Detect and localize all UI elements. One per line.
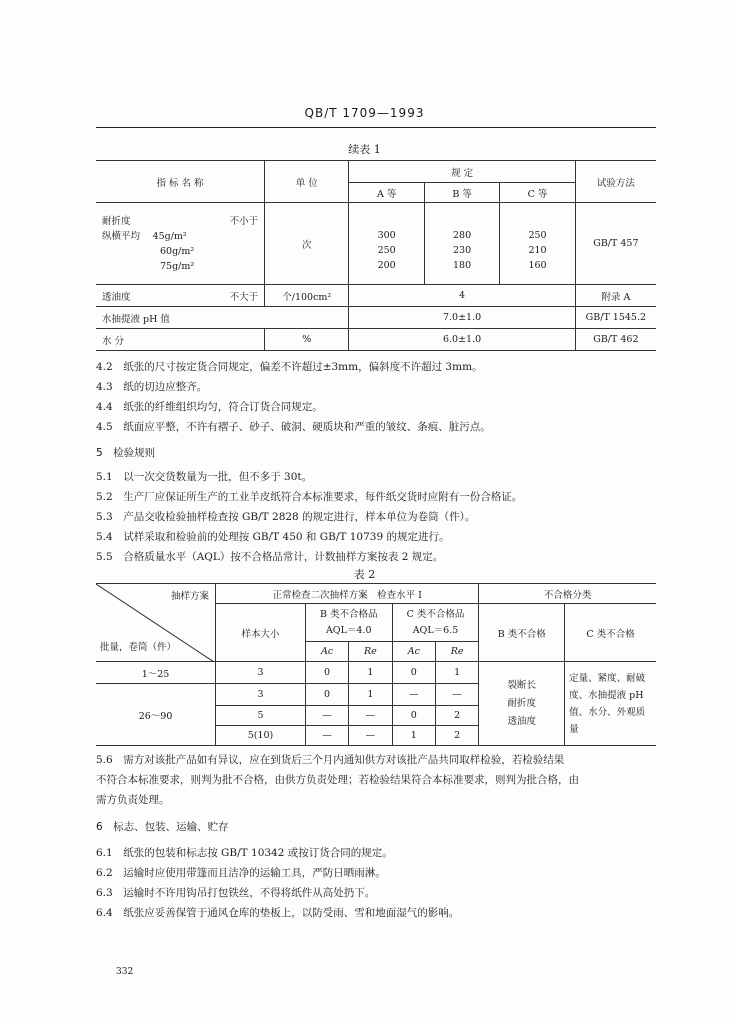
t2-c-items: 定量、紧度、耐破 度、水抽提液 pH 值、水分、外观质 量: [565, 662, 656, 746]
t2-header-nonconf: 不合格分类: [479, 584, 656, 604]
t2-header-cclass: C 类不合格: [565, 604, 656, 662]
table-row: 26～90 3 0 1 — —: [96, 684, 656, 706]
table2-caption: 表 2: [353, 568, 376, 581]
t1-header-method: 试验方法: [575, 161, 656, 203]
t1-ph-name: 水抽提液 pH 值: [96, 307, 349, 329]
t1-perm-unit: 个/100cm²: [265, 285, 349, 307]
table1-caption: 续表 1: [348, 143, 381, 156]
clause: 6.4 纸张应妥善保管于通风仓库的垫板上，以防受雨、雪和地面湿气的影响。: [96, 907, 460, 919]
t2-header-bnc: B 类不合格品 AQL＝4.0: [305, 604, 392, 642]
t1-header-a: A 等: [349, 183, 424, 203]
section-5-title: 5 检验规则: [96, 447, 156, 459]
t2-batch-1: 1～25: [96, 662, 216, 684]
clause: 6.1 纸张的包装和标志按 GB/T 10342 或按订货合同的规定。: [96, 847, 393, 859]
t2-header-sample: 样本大小: [216, 604, 306, 662]
clause: 4.4 纸张的纤维组织均匀，符合订货合同规定。: [96, 401, 323, 413]
t1-moist-name: 水 分: [96, 329, 265, 351]
t2-header-b-re: Re: [349, 642, 392, 662]
t2-header-cnc: C 类不合格品 AQL＝6.5: [392, 604, 479, 642]
page-number: 332: [116, 967, 134, 977]
t2-header-b-ac: Ac: [305, 642, 348, 662]
t2-header-bclass: B 类不合格: [479, 604, 565, 662]
table-row: 5 — — 0 2: [96, 706, 656, 726]
clause-5-6: [96, 750, 661, 810]
t1-fold-unit: 次: [265, 203, 349, 285]
t1-fold-c: 250 210 160: [500, 203, 575, 285]
t1-fold-title: 耐折度: [102, 215, 131, 227]
clause: 4.3 纸的切边应整齐。: [96, 381, 208, 393]
table2: [96, 583, 656, 746]
clause: 5.3 产品交收检验抽样检查按 GB/T 2828 的规定进行，样本单位为卷筒（件）。: [96, 511, 476, 523]
t1-fold-b: 280 230 180: [424, 203, 499, 285]
table-row: 1～25 3 0 1 0 1 裂断长 耐折度 透油度 定量、紧度、耐破 度、水抽提液 pH 值、水分、外观质 量: [96, 662, 656, 684]
t1-moist-value: 6.0±1.0: [349, 329, 575, 351]
t1-header-unit: 单 位: [265, 161, 349, 203]
clause-line: 不符合本标准要求，则判为批不合格，由供方负责处理；若检验结果符合本标准要求，则判为批合格，由: [96, 774, 579, 786]
table1: [96, 160, 656, 351]
t1-ph-method: GB/T 1545.2: [575, 307, 656, 329]
t1-fold-name: [96, 203, 265, 285]
clause: 4.2 纸张的尺寸按定货合同规定，偏差不许超过±3mm，偏斜度不许超过 3mm。: [96, 361, 483, 373]
t1-moist-method: GB/T 462: [575, 329, 656, 351]
t1-perm-name: 透油度 不大于: [96, 285, 265, 307]
section-6-title: 6 标志、包装、运输、贮存: [96, 821, 229, 833]
t2-header-normal: 正常检查二次抽样方案 检查水平 I: [216, 584, 479, 604]
t1-perm-value: 4: [349, 285, 575, 307]
clause: 5.1 以一次交货数量为一批，但不多于 30t。: [96, 471, 313, 483]
t1-fold-a: 300 250 200: [349, 203, 424, 285]
clause: 5.5 合格质量水平（AQL）按不合格品常计，计数抽样方案按表 2 规定。: [96, 551, 444, 563]
t2-header-c-re: Re: [435, 642, 478, 662]
t2-header-c-ac: Ac: [392, 642, 435, 662]
clauses-4: [96, 360, 661, 434]
t1-fold-qual: 不小于: [229, 215, 259, 227]
t1-ph-value: 7.0±1.0: [349, 307, 575, 329]
clause-line: 5.6 需方对该批产品如有异议，应在到货后三个月内通知供方对该批产品共同取样检验，若检验结果: [96, 754, 565, 766]
t1-header-b: B 等: [424, 183, 499, 203]
clause: 5.4 试样采取和检验前的处理按 GB/T 450 和 GB/T 10739 的规定进行。: [96, 531, 450, 543]
t1-header-spec: 规 定: [349, 161, 575, 183]
clause-line: 需方负责处理。: [96, 794, 170, 806]
t2-corner-cell: [96, 584, 216, 662]
t1-perm-method: 附录 A: [575, 285, 656, 307]
clause: 6.2 运输时应使用带篷而且洁净的运输工具，严防日晒雨淋。: [96, 867, 386, 879]
t2-header-batch: 批量，卷筒（件）: [100, 642, 177, 653]
t1-moist-unit: %: [265, 329, 349, 351]
t2-b-items: 裂断长 耐折度 透油度: [479, 662, 565, 746]
t1-fold-row: 纵横平均 45g/m²: [102, 230, 187, 242]
t1-fold-method: GB/T 457: [575, 203, 656, 285]
clause: 6.3 运输时不许用钩吊打包铁丝，不得将纸件从高处扔下。: [96, 887, 376, 899]
t1-fold-row: 75g/m²: [160, 260, 195, 272]
t2-header-plan: 抽样方案: [171, 591, 210, 602]
t1-header-name: 指 标 名 称: [96, 161, 265, 203]
document-header: QB/T 1709—1993: [304, 106, 425, 120]
t1-header-c: C 等: [500, 183, 575, 203]
clauses-5: [96, 470, 661, 564]
table-row: 5(10) — — 1 2: [96, 726, 656, 746]
t1-fold-row: 60g/m²: [160, 245, 195, 257]
clause: 4.5 纸面应平整，不许有褶子、砂子、破洞、硬质块和严重的皱纹、条痕、脏污点。: [96, 421, 491, 433]
clause: 5.2 生产厂应保证所生产的工业羊皮纸符合本标准要求，每件纸交货时应附有一份合格证。: [96, 491, 523, 503]
header-rule: [96, 127, 656, 128]
t2-batch-2: 26～90: [96, 684, 216, 746]
clauses-6: [96, 846, 661, 920]
